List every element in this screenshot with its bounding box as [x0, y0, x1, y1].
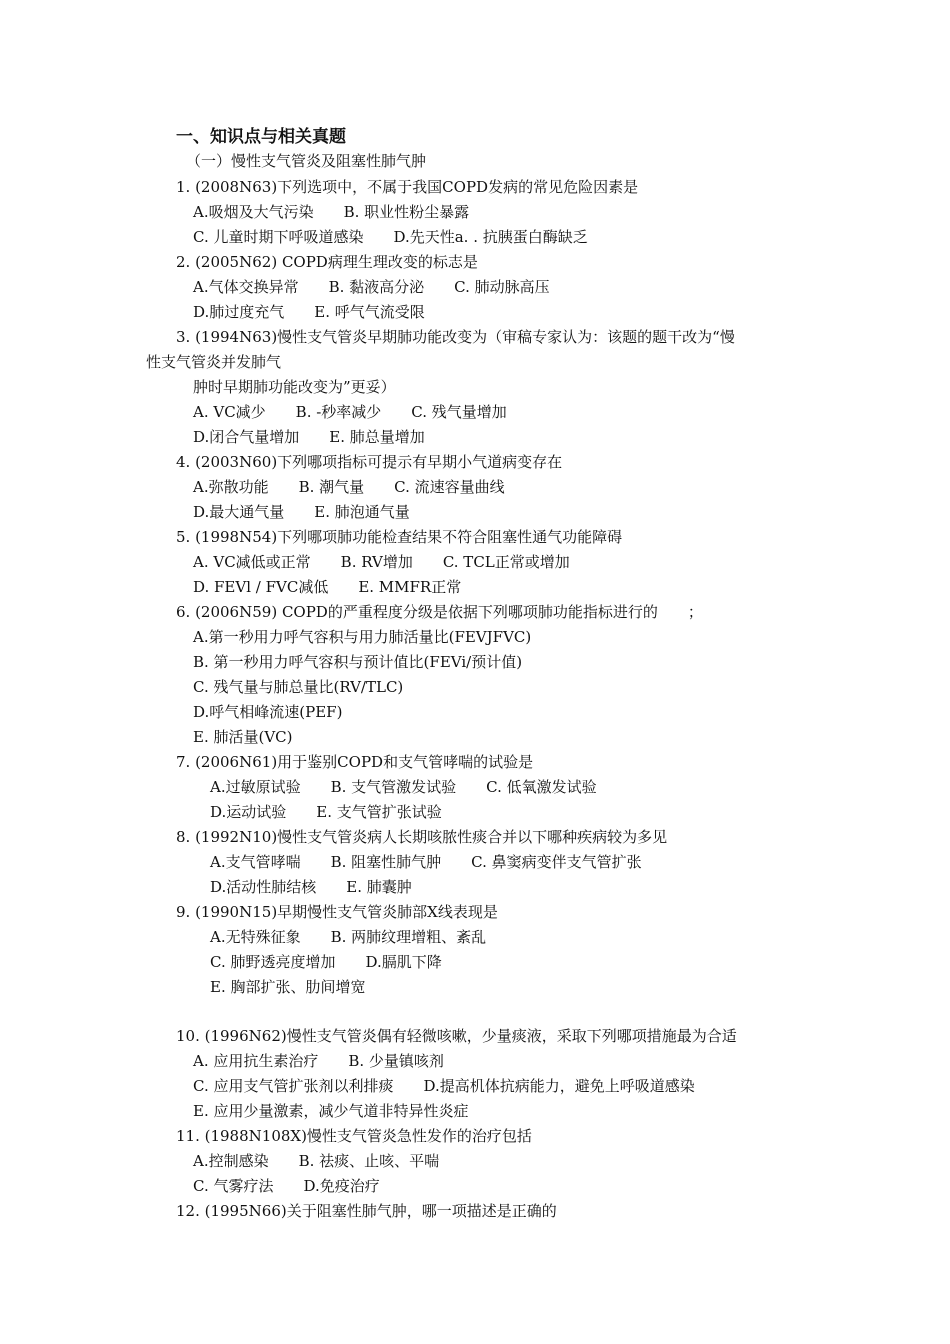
question-9-option-e: E. 胸部扩张、肋间增宽	[210, 978, 366, 996]
question-1-options-a-b: A.吸烟及大气污染 B. 职业性粉尘暴露	[193, 203, 470, 221]
question-7-options-a-c: A.过敏原试验 B. 支气管激发试验 C. 低氧激发试验	[210, 778, 597, 796]
question-11: 11. (1988N108X)慢性支气管炎急性发作的治疗包括	[176, 1127, 532, 1145]
question-6-option-a: A.第一秒用力呼气容积与用力肺活量比(FEVJFVC)	[193, 628, 532, 646]
question-6-option-d: D.呼气相峰流速(PEF)	[193, 703, 343, 721]
question-4-options-d-e: D.最大通气量 E. 肺泡通气量	[193, 503, 410, 521]
question-6: 6. (2006N59) COPD的严重程度分级是依据下列哪项肺功能指标进行的 ；	[176, 603, 703, 621]
section-heading: 一、知识点与相关真题	[176, 127, 346, 147]
question-6-option-b: B. 第一秒用力呼气容积与预计值比(FEVi/预计值)	[193, 653, 523, 671]
question-11-options-a-b: A.控制感染 B. 祛痰、止咳、平喘	[193, 1152, 440, 1170]
question-10-option-e: E. 应用少量激素，减少气道非特异性炎症	[193, 1102, 469, 1120]
question-3-continuation-2: 肿时早期肺功能改变为”更妥）	[193, 378, 396, 396]
question-6-option-c: C. 残气量与肺总量比(RV/TLC)	[193, 678, 404, 696]
question-2: 2. (2005N62) COPD病理生理改变的标志是	[176, 253, 478, 271]
question-9-options-c-d: C. 肺野透亮度增加 D.膈肌下降	[210, 953, 442, 971]
question-2-options-a-c: A.气体交换异常 B. 黏液高分泌 C. 肺动脉高压	[193, 278, 550, 296]
question-9: 9. (1990N15)早期慢性支气管炎肺部X线表现是	[176, 903, 498, 921]
question-8: 8. (1992N10)慢性支气管炎病人长期咳脓性痰合并以下哪种疾病较为多见	[176, 828, 668, 846]
question-3: 3. (1994N63)慢性支气管炎早期肺功能改变为（审稿专家认为：该题的题干改为“慢	[176, 328, 735, 346]
question-4: 4. (2003N60)下列哪项指标可提示有早期小气道病变存在	[176, 453, 563, 471]
question-5-options-d-e: D. FEVl / FVC减低 E. MMFR正常	[193, 578, 462, 596]
section-subheading: （一）慢性支气管炎及阻塞性肺气肿	[186, 152, 427, 170]
question-5-options-a-c: A. VC减低或正常 B. RV增加 C. TCL正常或增加	[193, 553, 570, 571]
question-3-continuation: 性支气管炎并发肺气	[146, 353, 282, 371]
question-12: 12. (1995N66)关于阻塞性肺气肿，哪一项描述是正确的	[176, 1202, 557, 1220]
question-1: 1. (2008N63)下列选项中，不属于我国COPD发病的常见危险因素是	[176, 178, 639, 196]
question-9-options-a-b: A.无特殊征象 B. 两肺纹理增粗、紊乱	[210, 928, 487, 946]
question-1-options-c-d: C. 儿童时期下呼吸道感染 D.先天性a. . 抗胰蛋白酶缺乏	[193, 228, 588, 246]
question-6-option-e: E. 肺活量(VC)	[193, 728, 293, 746]
question-8-options-a-c: A.支气管哮喘 B. 阻塞性肺气肿 C. 鼻窦病变伴支气管扩张	[210, 853, 642, 871]
question-7-options-d-e: D.运动试验 E. 支气管扩张试验	[210, 803, 442, 821]
question-3-options-a-c: A. VC减少 B. -秒率减少 C. 残气量增加	[193, 403, 507, 421]
question-10: 10. (1996N62)慢性支气管炎偶有轻微咳嗽，少量痰液，采取下列哪项措施最为合适	[176, 1027, 737, 1045]
question-10-options-a-b: A. 应用抗生素治疗 B. 少量镇咳剂	[193, 1052, 444, 1070]
question-2-options-d-e: D.肺过度充气 E. 呼气气流受限	[193, 303, 425, 321]
question-7: 7. (2006N61)用于鉴别COPD和支气管哮喘的试验是	[176, 753, 534, 771]
question-3-options-d-e: D.闭合气量增加 E. 肺总量增加	[193, 428, 425, 446]
question-4-options-a-c: A.弥散功能 B. 潮气量 C. 流速容量曲线	[193, 478, 505, 496]
question-10-options-c-d: C. 应用支气管扩张剂以利排痰 D.提高机体抗病能力，避免上呼吸道感染	[193, 1077, 695, 1095]
question-8-options-d-e: D.活动性肺结核 E. 肺囊肿	[210, 878, 412, 896]
question-11-options-c-d: C. 气雾疗法 D.免疫治疗	[193, 1177, 380, 1195]
question-5: 5. (1998N54)下列哪项肺功能检查结果不符合阻塞性通气功能障碍	[176, 528, 623, 546]
